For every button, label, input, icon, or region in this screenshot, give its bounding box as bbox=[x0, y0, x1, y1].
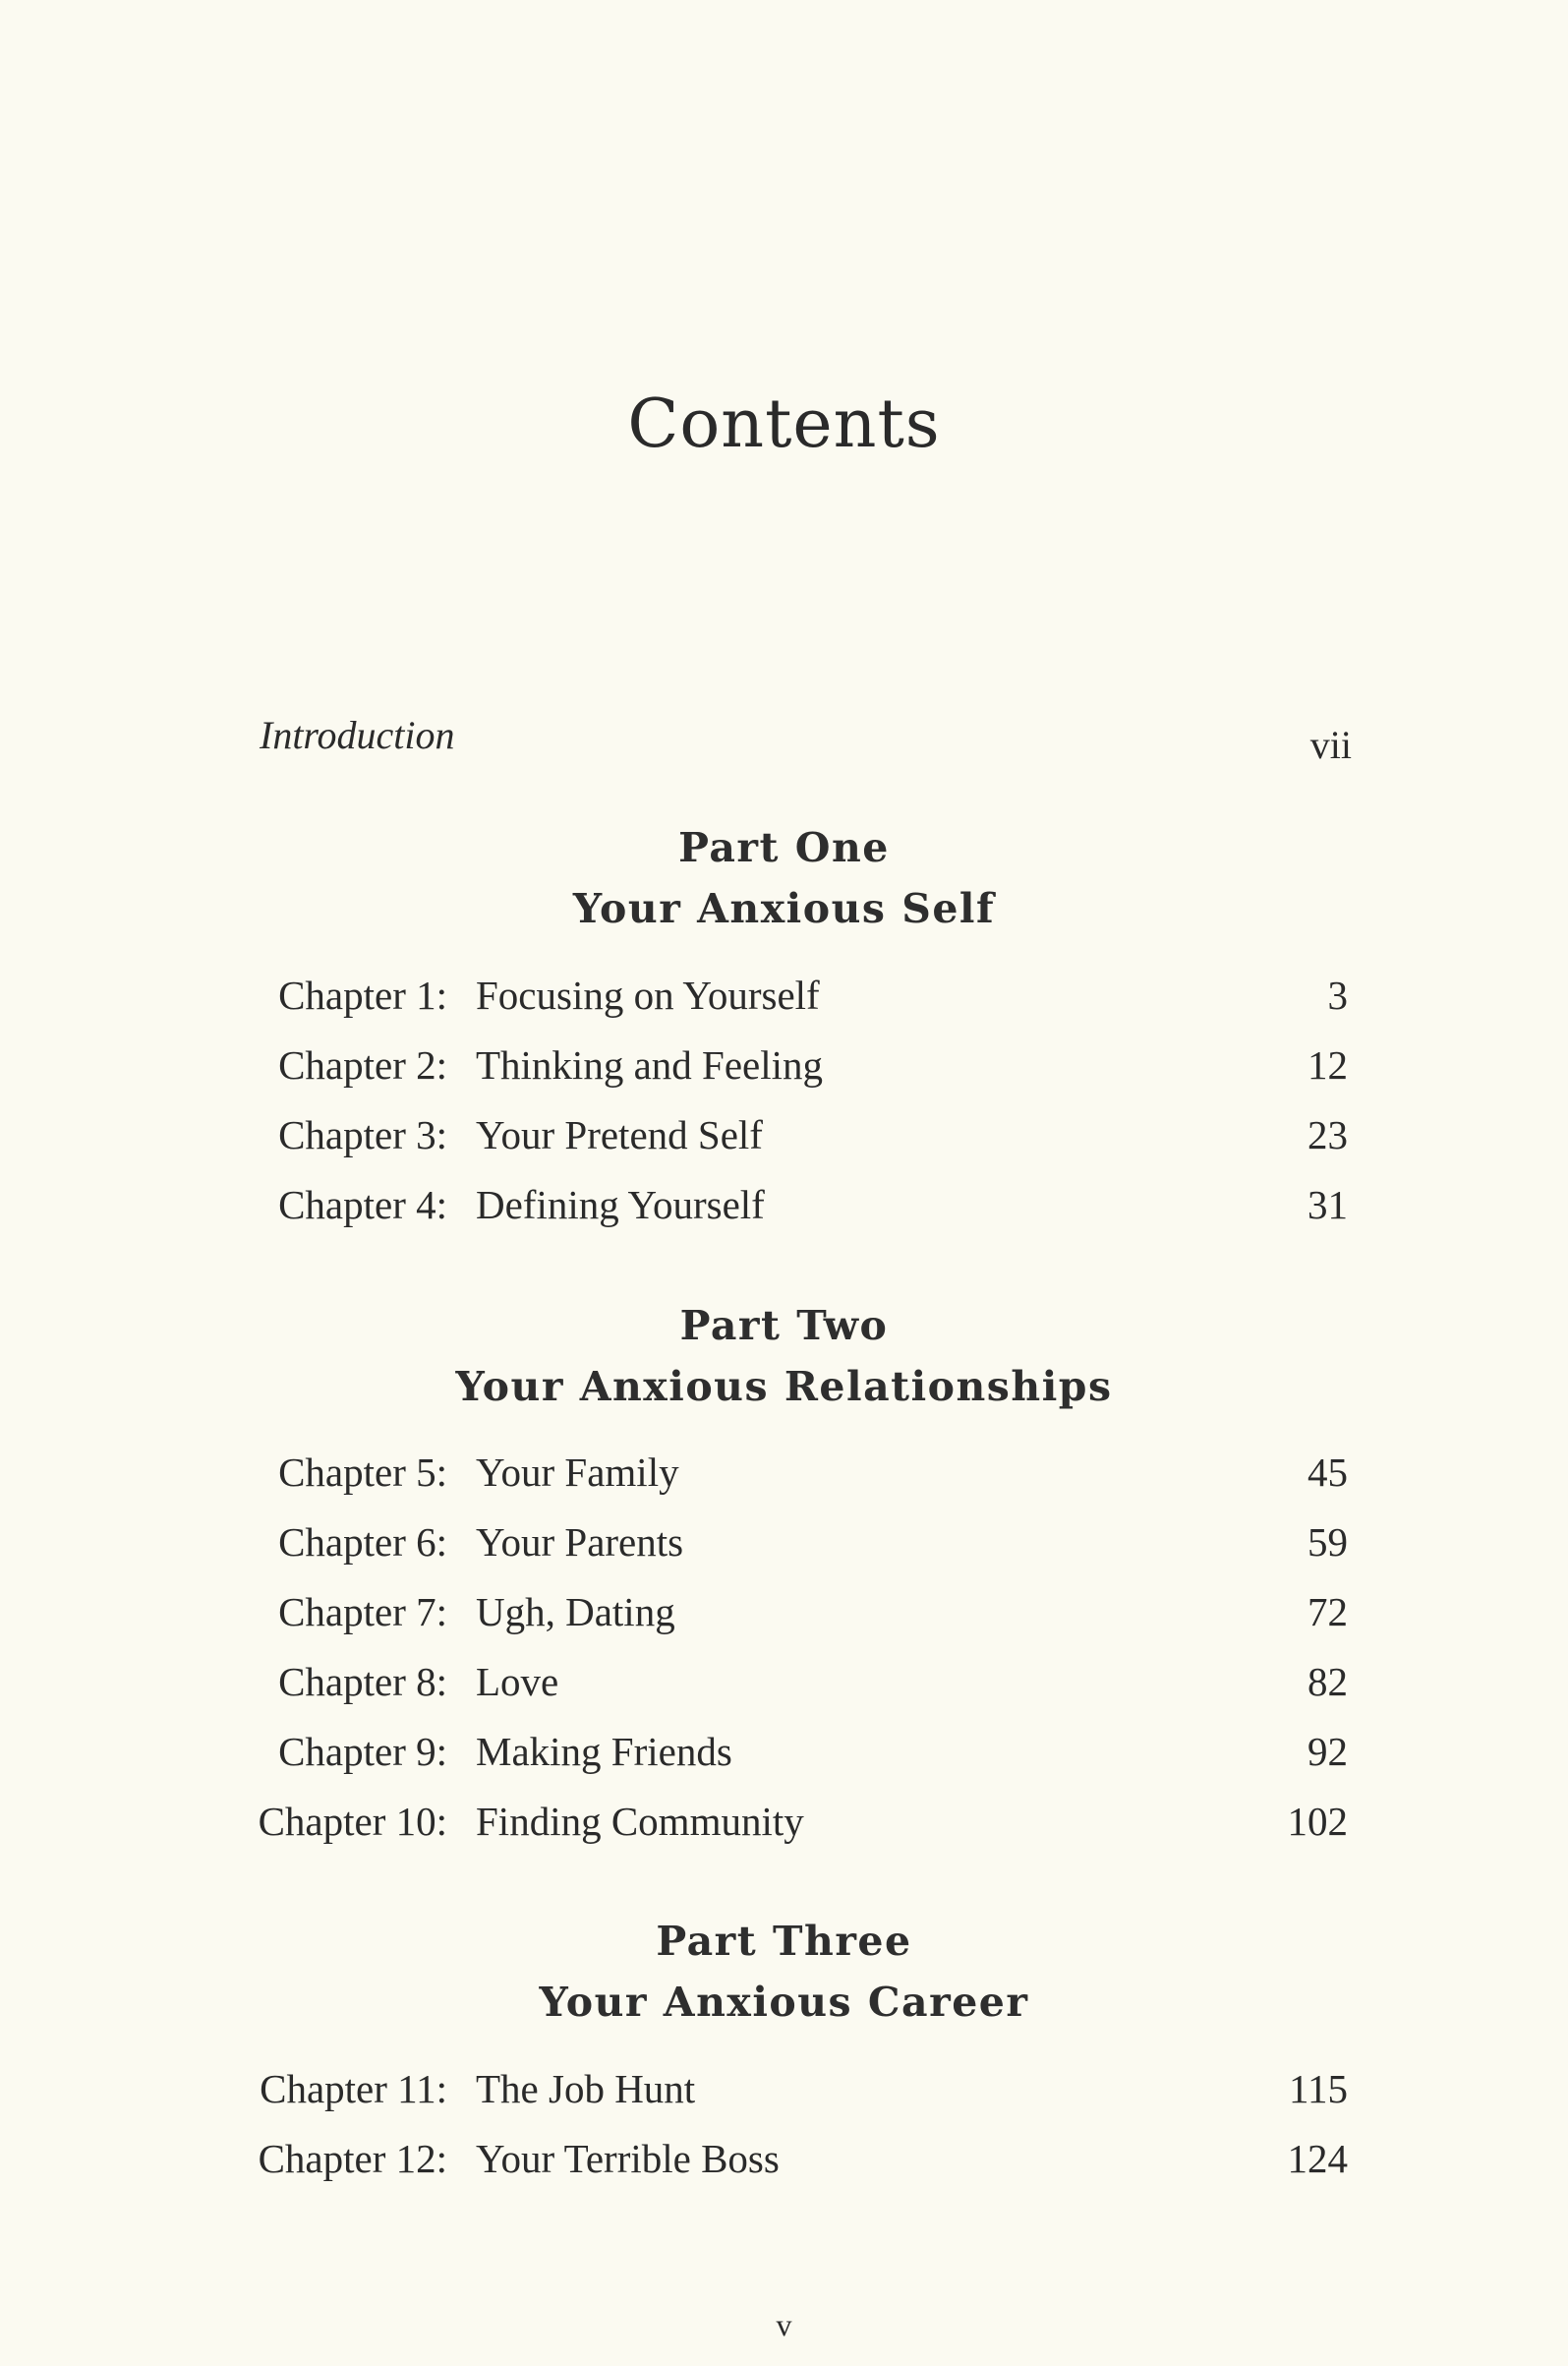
chapter-title: Your Family bbox=[476, 1449, 679, 1495]
page-number: v bbox=[776, 2307, 792, 2342]
chapter-number: Chapter 7: bbox=[278, 1589, 447, 1634]
part-name: Part Two bbox=[679, 1302, 889, 1349]
toc-row bbox=[0, 2061, 1568, 2116]
chapter-number: Chapter 4: bbox=[278, 1182, 447, 1227]
chapter-number: Chapter 10: bbox=[258, 1799, 447, 1844]
part-heading-two bbox=[0, 1295, 1568, 1417]
chapter-title: Making Friends bbox=[476, 1729, 732, 1774]
chapter-title: Focusing on Yourself bbox=[476, 973, 820, 1018]
toc-row bbox=[0, 2131, 1568, 2186]
chapter-number: Chapter 9: bbox=[278, 1729, 447, 1774]
chapter-page: 31 bbox=[1307, 1182, 1348, 1227]
part-subtitle: Your Anxious Self bbox=[572, 885, 996, 932]
toc-row bbox=[0, 1584, 1568, 1639]
introduction-page: vii bbox=[1309, 723, 1352, 767]
chapter-page: 12 bbox=[1307, 1042, 1348, 1088]
chapter-page: 45 bbox=[1307, 1449, 1348, 1495]
chapter-page: 115 bbox=[1289, 2066, 1348, 2111]
chapter-title: Love bbox=[476, 1659, 559, 1704]
chapter-number: Chapter 12: bbox=[258, 2136, 447, 2181]
chapter-page: 59 bbox=[1307, 1519, 1348, 1565]
chapter-title: The Job Hunt bbox=[476, 2066, 696, 2111]
part-heading-three bbox=[0, 1911, 1568, 2033]
chapter-page: 3 bbox=[1327, 973, 1348, 1018]
toc-row bbox=[0, 1654, 1568, 1709]
chapter-number: Chapter 8: bbox=[278, 1659, 447, 1704]
chapter-page: 124 bbox=[1287, 2136, 1348, 2181]
chapter-number: Chapter 6: bbox=[278, 1519, 447, 1565]
chapter-title: Your Pretend Self bbox=[476, 1112, 763, 1157]
chapter-page: 82 bbox=[1307, 1659, 1348, 1704]
toc-row bbox=[0, 1794, 1568, 1849]
chapter-page: 102 bbox=[1287, 1799, 1348, 1844]
toc-row bbox=[0, 1107, 1568, 1162]
chapter-number: Chapter 1: bbox=[278, 973, 447, 1018]
chapter-title: Thinking and Feeling bbox=[476, 1042, 824, 1088]
part-name: Part Three bbox=[656, 1918, 912, 1965]
part-heading-one bbox=[0, 817, 1568, 939]
part-subtitle: Your Anxious Relationships bbox=[455, 1363, 1113, 1410]
chapter-number: Chapter 5: bbox=[278, 1449, 447, 1495]
page-title: Contents bbox=[627, 385, 941, 463]
toc-row bbox=[0, 1177, 1568, 1232]
chapter-title: Your Parents bbox=[476, 1519, 684, 1565]
chapter-page: 23 bbox=[1307, 1112, 1348, 1157]
part-subtitle: Your Anxious Career bbox=[539, 1979, 1029, 2026]
chapter-number: Chapter 3: bbox=[278, 1112, 447, 1157]
chapter-title: Finding Community bbox=[476, 1799, 804, 1844]
chapter-title: Defining Yourself bbox=[476, 1182, 765, 1227]
toc-row bbox=[0, 1037, 1568, 1093]
toc-row bbox=[0, 1445, 1568, 1500]
toc-row bbox=[0, 968, 1568, 1023]
chapter-number: Chapter 2: bbox=[278, 1042, 447, 1088]
chapter-title: Ugh, Dating bbox=[476, 1589, 675, 1634]
introduction-label: Introduction bbox=[260, 713, 455, 757]
chapter-page: 72 bbox=[1307, 1589, 1348, 1634]
chapter-title: Your Terrible Boss bbox=[476, 2136, 780, 2181]
toc-row bbox=[0, 1514, 1568, 1569]
toc-row bbox=[0, 1724, 1568, 1779]
chapter-page: 92 bbox=[1307, 1729, 1348, 1774]
part-name: Part One bbox=[678, 824, 890, 871]
chapter-number: Chapter 11: bbox=[260, 2066, 447, 2111]
